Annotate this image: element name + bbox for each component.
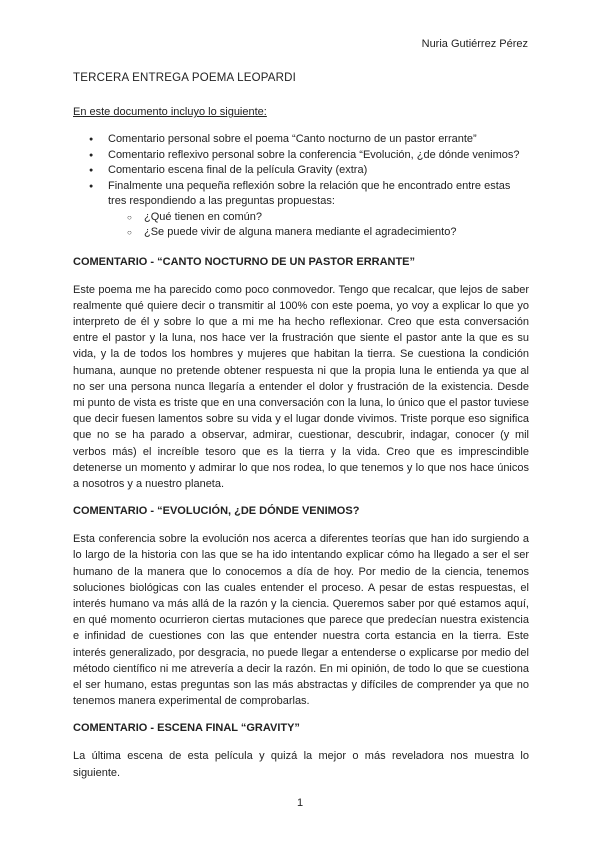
sub-list bbox=[108, 210, 529, 241]
list-item: ● Comentario escena final de la película Gravity (extra) bbox=[73, 163, 529, 179]
document-title: TERCERA ENTREGA POEMA LEOPARDI bbox=[73, 72, 297, 84]
list-item-text: Finalmente una pequeña reflexión sobre la relación que he encontrado entre estas tres respondiendo a las preguntas propuestas: bbox=[108, 179, 511, 207]
list-item bbox=[73, 179, 529, 241]
section-paragraph-evolution: Esta conferencia sobre la evolución nos acerca a diferentes teorías que han ido surgiendo a lo largo de la historia con las que se ha ido intentando explicar cómo ha llegado a ser el ser humano de la manera que lo conocemos a día de hoy. Por medio de la ciencia, tenemos soluciones biológicas con las cuales entender el proceso. A pesar de estas respuestas, el interés humano va más allá de la razón y la ciencia. Queremos saber por qué estamos aquí, en qué momento ocurrieron ciertas mutaciones que parece que predecían nuestra existencia e infinidad de cuestiones con las que entender nuestra corta estancia en la tierra. Este interés generalizado, por desgracia, no puede llegar a entenderse o explicarse por medio del método científico ni me atrevería a decir la razón. En mi opinión, de todo lo que se cuestiona el ser humano, estas preguntas son las más abstractas y difíciles de comprender ya que no tenemos manera experimental de comprobarlas. bbox=[73, 533, 529, 708]
sub-list-item: ○ ¿Qué tienen en común? bbox=[108, 210, 529, 226]
section-heading-evolution: COMENTARIO - “EVOLUCIÓN, ¿DE DÓNDE VENIMOS? bbox=[73, 505, 360, 518]
list-item: ● Comentario personal sobre el poema “Canto nocturno de un pastor errante” bbox=[73, 132, 529, 148]
intro-line: En este documento incluyo lo siguiente: bbox=[73, 106, 267, 118]
author-name: Nuria Gutiérrez Pérez bbox=[421, 38, 528, 50]
contents-list bbox=[73, 132, 529, 241]
section-paragraph-gravity: La última escena de esta película y quizá la mejor o más reveladora nos muestra lo siguiente. bbox=[73, 750, 529, 779]
document-body bbox=[73, 72, 529, 793]
section-heading-poem: COMENTARIO - “CANTO NOCTURNO DE UN PASTOR ERRANTE” bbox=[73, 255, 416, 268]
section-paragraph-poem: Este poema me ha parecido como poco conmovedor. Tengo que recalcar, que lejos de saber realmente qué quiere decir o transmitir al 100% con este poema, yo voy a explicar lo que yo interpreto de él y sobre lo que a mi me ha hecho reflexionar. Creo que esta conversación entre el pastor y la luna, nos hace ver la frustración que siente el pastor ante la que es su vida, y la de todos los hombres y mujeres que habitan la tierra. Se cuestiona la condición humana, aunque no pretende obtener respuesta ni que la propia luna le entienda ya que al no ser una persona nunca llegaría a entender el dolor y frustración de la existencia. Desde mi punto de vista es triste que en una conversación con la luna, lo único que el pastor tuviese que decir fuesen lamentos sobre su vida y el lugar donde vivimos. Triste porque eso significa que no se ha parado a observar, admirar, cuestionar, descubrir, indagar, conocer (y mil verbos más) el increíble tesoro que es la tierra y la vida. Creo que es imprescindible detenerse un momento y admirar lo que nos rodea, lo que tenemos y lo que nos hace únicos a nosotros y a nuestro planeta. bbox=[73, 283, 529, 490]
list-item: ● Comentario reflexivo personal sobre la conferencia “Evolución, ¿de dónde venimos? bbox=[73, 148, 529, 164]
sub-list-item: ○ ¿Se puede vivir de alguna manera mediante el agradecimiento? bbox=[108, 225, 529, 241]
page-number: 1 bbox=[296, 797, 304, 809]
section-heading-gravity: COMENTARIO - ESCENA FINAL “GRAVITY” bbox=[73, 722, 300, 735]
